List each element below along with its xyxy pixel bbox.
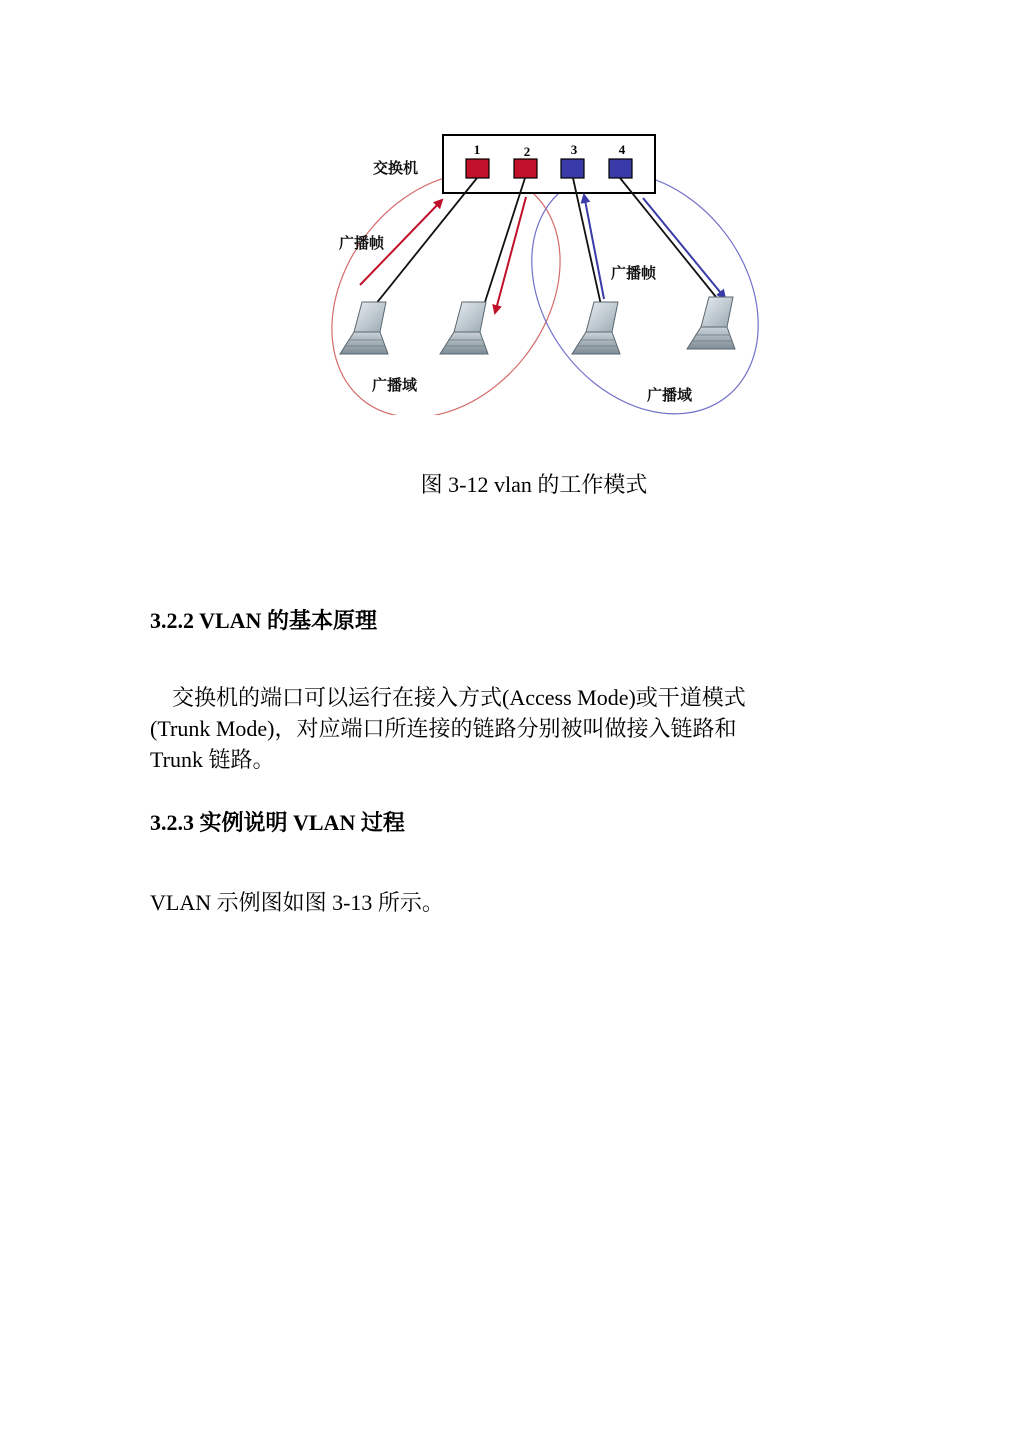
switch-port-4 xyxy=(609,159,632,178)
section-paragraph-3-2-3: VLAN 示例图如图 3-13 所示。 xyxy=(150,890,444,915)
laptop-icon xyxy=(687,297,735,349)
broadcast-domain-label-right: 广播域 xyxy=(647,386,693,404)
switch-port-1 xyxy=(466,159,489,178)
broadcast-frame-label-left: 广播帧 xyxy=(339,234,385,252)
switch-port-2 xyxy=(514,159,537,178)
broadcast-frame-label-right: 广播帧 xyxy=(611,264,657,282)
paragraph-line: 交换机的端口可以运行在接入方式(Access Mode)或干道模式 xyxy=(172,685,746,710)
vlan-diagram xyxy=(320,125,760,415)
broadcast-arrow-right-up xyxy=(584,195,604,299)
broadcast-domain-label-left: 广播域 xyxy=(372,376,418,394)
laptop-icon xyxy=(340,302,388,354)
paragraph-line: Trunk 链路。 xyxy=(150,747,275,772)
port-number-4: 4 xyxy=(618,142,626,157)
section-heading-3-2-2: 3.2.2 VLAN 的基本原理 xyxy=(150,608,377,633)
section-heading-3-2-3: 3.2.3 实例说明 VLAN 过程 xyxy=(150,810,405,835)
laptop-icon xyxy=(440,302,488,354)
broadcast-arrow-right-down xyxy=(643,198,725,298)
cable-3 xyxy=(573,178,601,305)
cable-1 xyxy=(375,178,477,305)
port-number-1: 1 xyxy=(473,142,481,157)
paragraph-line: (Trunk Mode)，对应端口所连接的链路分别被叫做接入链路和 xyxy=(150,716,737,741)
switch-port-3 xyxy=(561,159,584,178)
laptop-icon xyxy=(572,302,620,354)
figure-caption: 图 3-12 vlan 的工作模式 xyxy=(420,472,648,497)
section-paragraph-3-2-2 xyxy=(150,682,850,775)
port-number-3: 3 xyxy=(570,142,578,157)
cable-2 xyxy=(484,178,525,305)
switch-label: 交换机 xyxy=(373,159,419,177)
port-number-2: 2 xyxy=(523,144,531,159)
